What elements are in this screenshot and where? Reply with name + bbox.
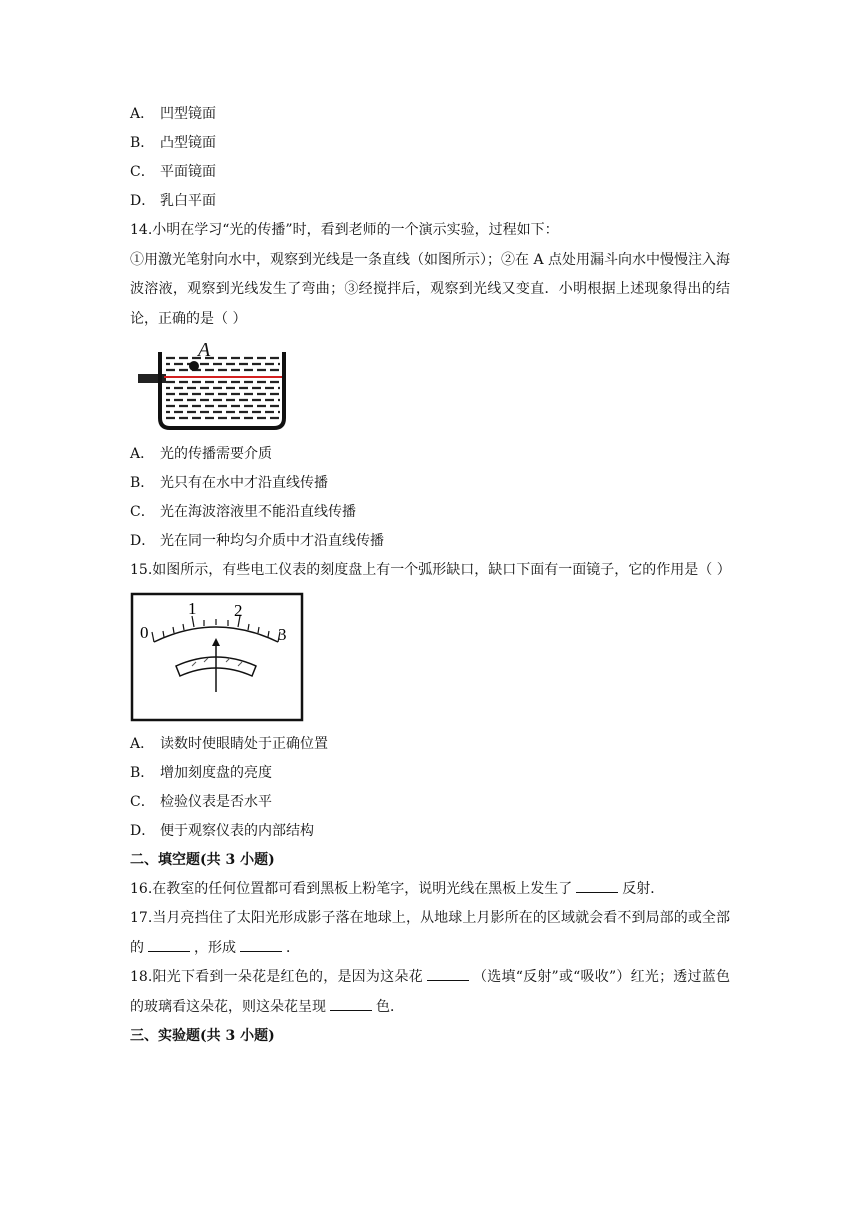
point-a-label: A — [198, 340, 211, 361]
q13-option-d: D． 乳白平面 — [130, 193, 216, 209]
scale-label-1: 1 — [188, 598, 197, 618]
q13-options — [130, 100, 730, 216]
q18: 18.阳光下看到一朵花是红色的，是因为这朵花 （选填“反射”或“吸收”）红光；透过蓝色的玻璃看这朵花，则这朵花呈现 色． — [130, 963, 730, 1022]
water-tank-figure — [130, 340, 730, 440]
q18-answer-blank-2[interactable] — [330, 996, 372, 1011]
q13-option-c: C． 平面镜面 — [130, 164, 216, 180]
q15-options — [130, 730, 730, 846]
q13-option-b: B． 凸型镜面 — [130, 135, 216, 151]
q14-stem: 14.小明在学习“光的传播”时，看到老师的一个演示实验，过程如下： ①用激光笔射向水中，观察到光线是一条直线（如图所示）；②在 A 点处用漏斗向水中慢慢注入海波溶液，观察到光线发生了弯曲；③经搅拌后，观察到光线又变直．小明根据上述现象得出的结论，正确的是（ ） — [130, 222, 731, 327]
q15-stem: 15.如图所示，有些电工仪表的刻度盘上有一个弧形缺口，缺口下面有一面镜子，它的作用是（ ） — [130, 562, 731, 578]
worksheet-page — [130, 100, 730, 1051]
q15-option-c: C． 检验仪表是否水平 — [130, 793, 272, 810]
q15-option-d: D． 便于观察仪表的内部结构 — [130, 822, 314, 839]
q18-answer-blank-1[interactable] — [427, 966, 469, 981]
point-a-marker — [189, 361, 199, 371]
q17: 17.当月亮挡住了太阳光形成影子落在地球上，从地球上月影所在的区域就会看不到局部的或全部的 ，形成 ． — [130, 910, 730, 956]
q14-option-b: B． 光只有在水中才沿直线传播 — [130, 475, 328, 491]
q14-options — [130, 440, 730, 556]
q13-option-a: A． 凹型镜面 — [130, 106, 216, 122]
scale-label-3: 3 — [278, 624, 287, 644]
meter-diagram — [130, 592, 306, 724]
scale-label-2: 2 — [234, 600, 243, 620]
q16-answer-blank[interactable] — [576, 878, 618, 893]
q17-answer-blank-2[interactable] — [240, 937, 282, 952]
water-tank-diagram — [130, 340, 300, 436]
q14-option-c: C． 光在海波溶液里不能沿直线传播 — [130, 504, 356, 520]
q17-answer-blank-1[interactable] — [148, 937, 190, 952]
section-experiment-heading: 三、实验题(共 3 小题) — [130, 1028, 275, 1044]
q14-option-d: D． 光在同一种均匀介质中才沿直线传播 — [130, 533, 384, 549]
q15-option-a: A． 读数时使眼睛处于正确位置 — [130, 735, 328, 752]
q15-option-b: B． 增加刻度盘的亮度 — [130, 764, 272, 781]
q14-option-a: A． 光的传播需要介质 — [130, 446, 272, 462]
q16: 16.在教室的任何位置都可看到黑板上粉笔字，说明光线在黑板上发生了 反射． — [130, 875, 730, 905]
meter-figure — [130, 592, 730, 724]
water-pattern — [166, 358, 280, 418]
scale-label-0: 0 — [140, 622, 149, 642]
section-fill-in-heading: 二、填空题(共 3 小题) — [130, 851, 275, 868]
